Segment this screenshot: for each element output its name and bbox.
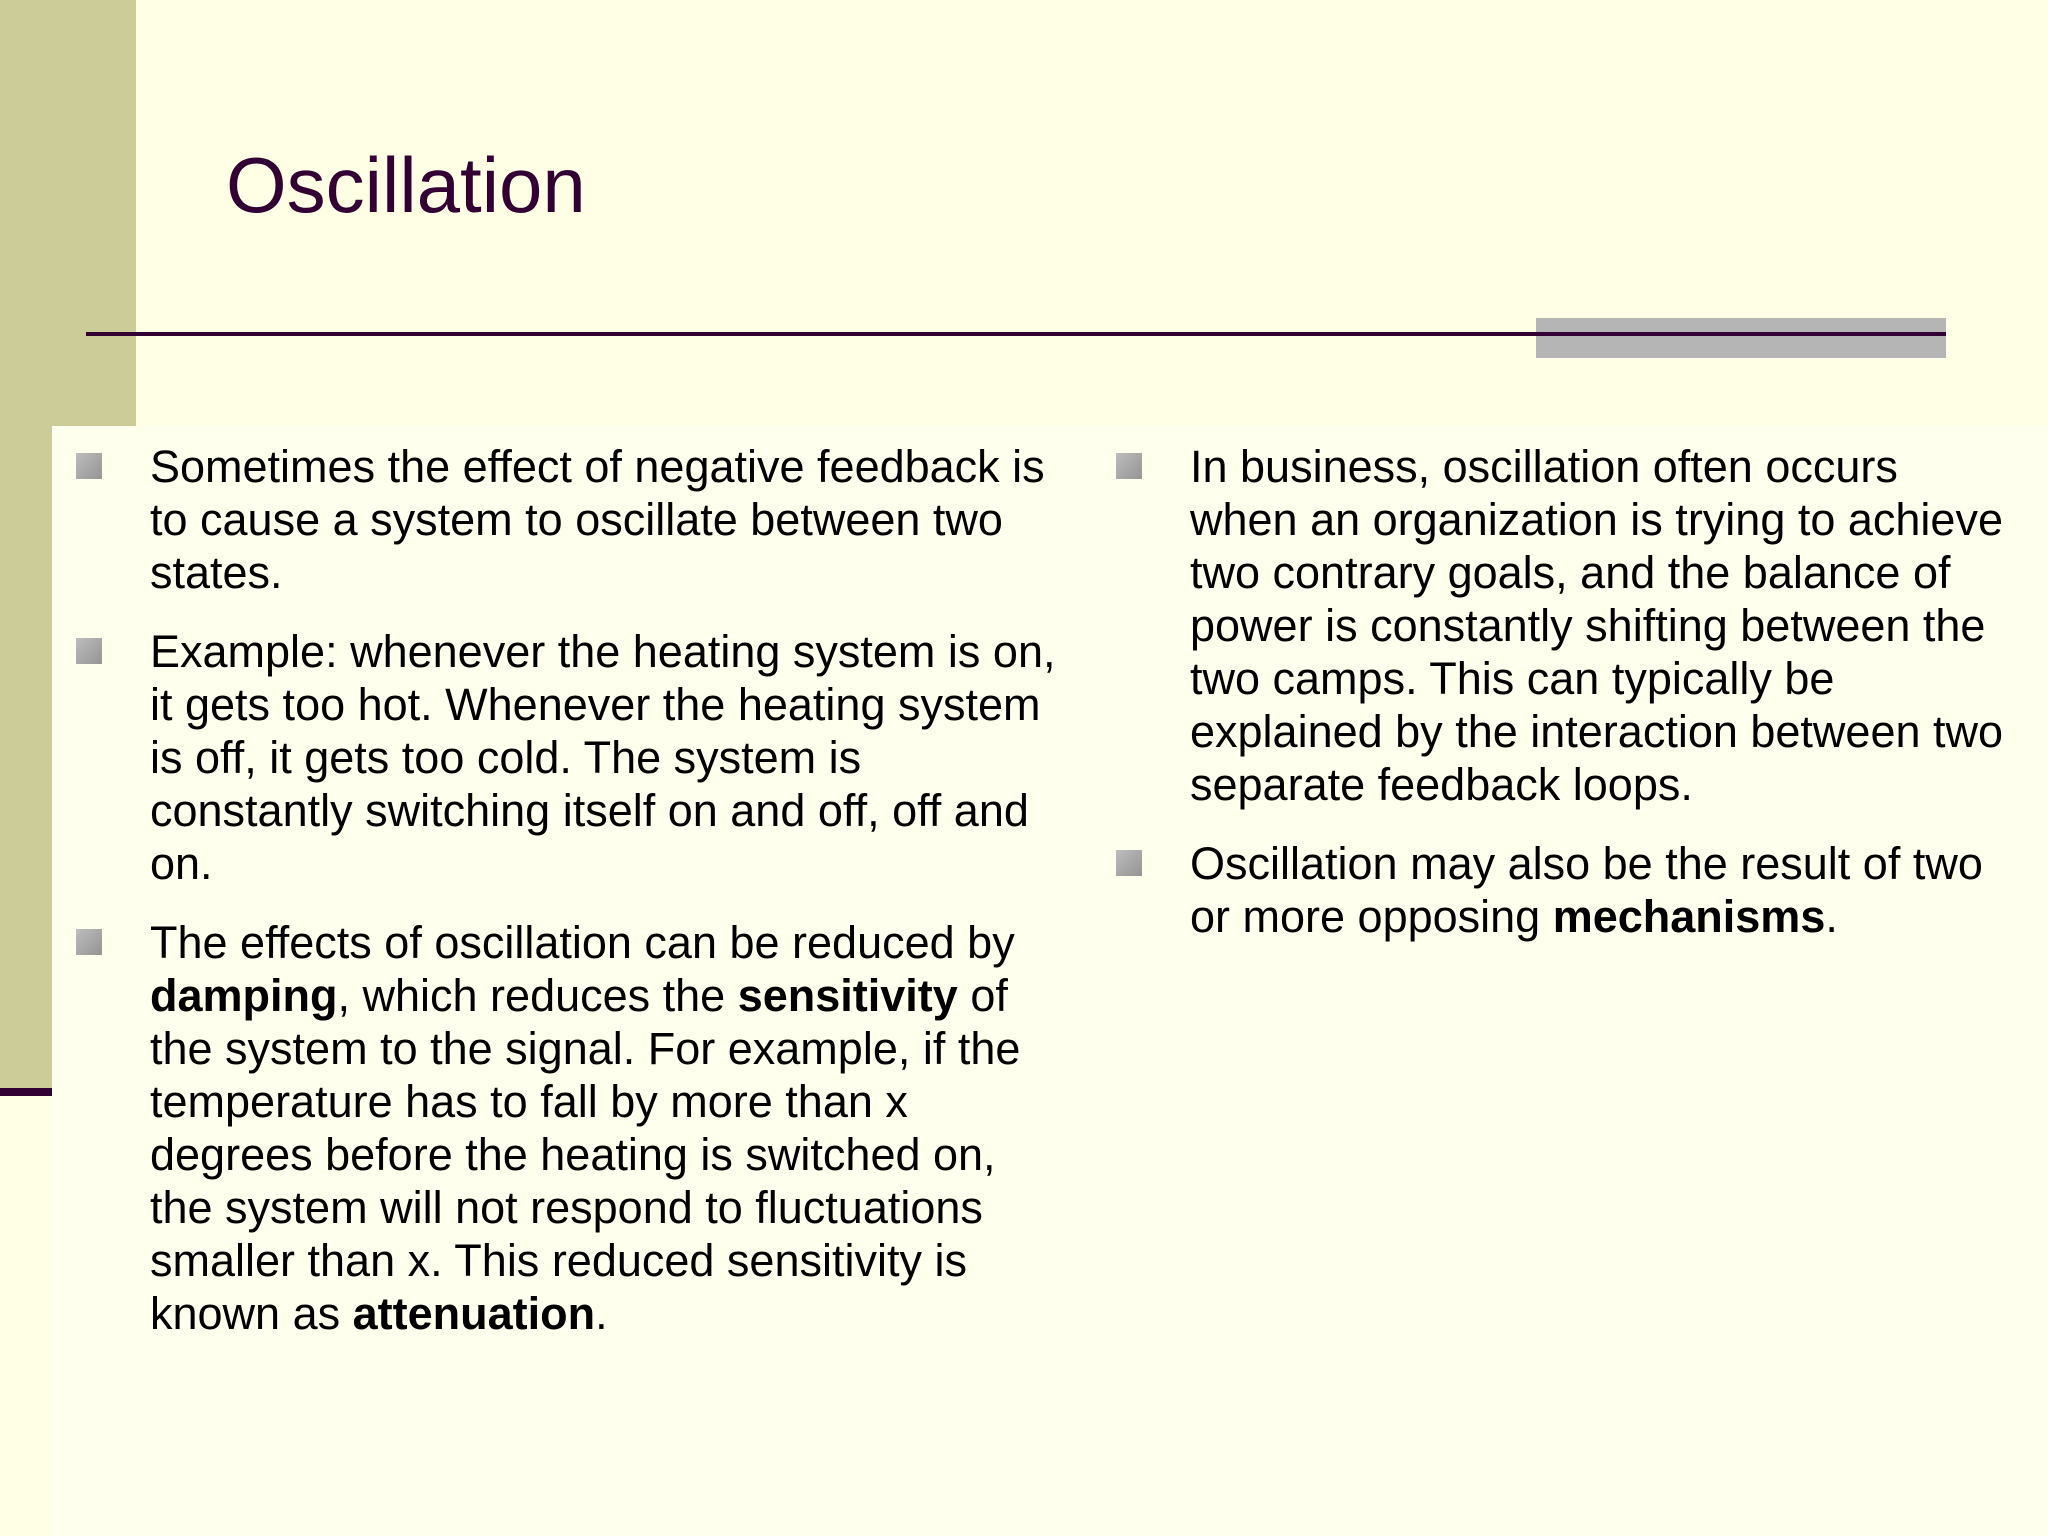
text-segment: of the system to the signal. For example, if the temperature has to fall by more than x degrees before the heating is switched on, the system will not respond to fluctuations smaller than x. This reduced sensitivity is known as [150, 970, 1021, 1339]
bullet-item [76, 625, 1066, 890]
bullet-item [1116, 440, 2016, 811]
square-bullet-icon [1116, 453, 1142, 479]
bullet-text [150, 440, 1066, 599]
left-bullet-list [76, 440, 1066, 1366]
term-attenuation: attenuation [352, 1288, 596, 1339]
bullet-item [1116, 837, 2016, 943]
title-rule-shadow [1536, 318, 1946, 358]
bullet-item [76, 440, 1066, 599]
text-segment: . [1825, 891, 1838, 942]
text-segment: The effects of oscillation can be reduced by [150, 917, 1015, 968]
bullet-item [76, 916, 1066, 1340]
square-bullet-icon [76, 453, 102, 479]
text-segment: Sometimes the effect of negative feedback is to cause a system to oscillate between two states. [150, 441, 1045, 598]
text-segment: , which reduces the [337, 970, 738, 1021]
square-bullet-icon [76, 929, 102, 955]
text-segment: . [595, 1288, 608, 1339]
bullet-text [150, 625, 1066, 890]
square-bullet-icon [76, 638, 102, 664]
right-bullet-list [1116, 440, 2016, 969]
term-mechanisms: mechanisms [1552, 891, 1826, 942]
bullet-text [1190, 837, 2016, 943]
text-segment: In business, oscillation often occurs when an organization is trying to achieve two contrary goals, and the balance of power is constantly shifting between the two camps. This can typically be explained by the interaction between two separate feedback loops. [1190, 441, 2004, 810]
term-sensitivity: sensitivity [737, 970, 958, 1021]
term-damping: damping [150, 970, 338, 1021]
text-segment: Oscillation may also be the result of two or more opposing [1190, 838, 1983, 942]
title-rule [86, 332, 1946, 336]
left-accent-line [0, 1088, 52, 1096]
slide-title: Oscillation [226, 141, 586, 229]
text-segment: Example: whenever the heating system is on, it gets too hot. Whenever the heating system is off, it gets too cold. The system is constantly switching itself on and off, off and on. [150, 626, 1056, 889]
bullet-text [150, 916, 1066, 1340]
square-bullet-icon [1116, 850, 1142, 876]
bullet-text [1190, 440, 2016, 811]
